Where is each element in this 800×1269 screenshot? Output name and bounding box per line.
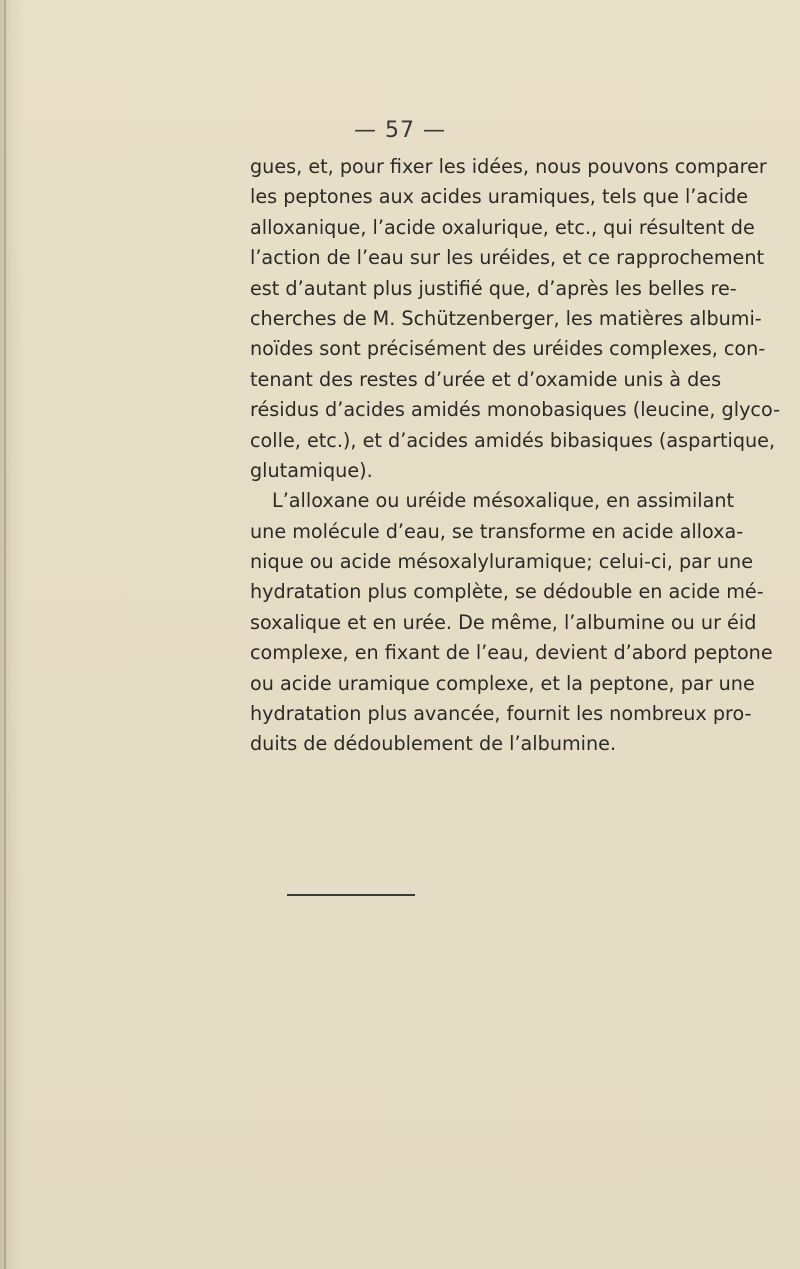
text-line: nique ou acide mésoxalyluramique; celui-ci, par une xyxy=(250,550,753,574)
body-text xyxy=(250,152,780,760)
text-line: complexe, en fixant de l’eau, devient d’abord peptone xyxy=(250,641,773,665)
text-line: tenant des restes d’urée et d’oxamide unis à des xyxy=(250,367,722,391)
text-line: colle, etc.), et d’acides amidés bibasiques (aspartique, xyxy=(250,428,776,452)
text-line: résidus d’acides amidés monobasiques (leucine, glyco- xyxy=(250,398,780,422)
text-line: une molécule d’eau, se transforme en acide alloxa- xyxy=(250,519,744,543)
text-line: est d’autant plus justifié que, d’après les belles re- xyxy=(250,276,737,300)
text-line: glutamique). xyxy=(250,458,373,482)
text-line: ou acide uramique complexe, et la peptone, par une xyxy=(250,671,755,695)
section-end-rule xyxy=(287,894,415,896)
text-line: L’alloxane ou uréide mésoxalique, en assimilant xyxy=(272,489,735,513)
text-line: l’action de l’eau sur les uréides, et ce rapprochement xyxy=(250,246,765,270)
text-line: noïdes sont précisément des uréides complexes, con- xyxy=(250,337,766,361)
text-line: hydratation plus avancée, fournit les nombreux pro- xyxy=(250,702,752,726)
text-line: duits de dédoublement de l’albumine. xyxy=(250,732,617,756)
text-line: gues, et, pour fixer les idées, nous pouvons comparer xyxy=(250,155,767,178)
text-line: hydratation plus complète, se dédouble en acide mé- xyxy=(250,580,764,604)
text-line: cherches de M. Schützenberger, les matières albumi- xyxy=(250,306,762,330)
page-spine-edge xyxy=(4,0,6,1269)
text-line: alloxanique, l’acide oxalurique, etc., qui résultent de xyxy=(250,215,755,239)
text-line: soxalique et en urée. De même, l’albumine ou ur éid xyxy=(250,610,757,634)
text-line: les peptones aux acides uramiques, tels que l’acide xyxy=(250,185,749,209)
page-number: — 57 — xyxy=(354,118,446,143)
